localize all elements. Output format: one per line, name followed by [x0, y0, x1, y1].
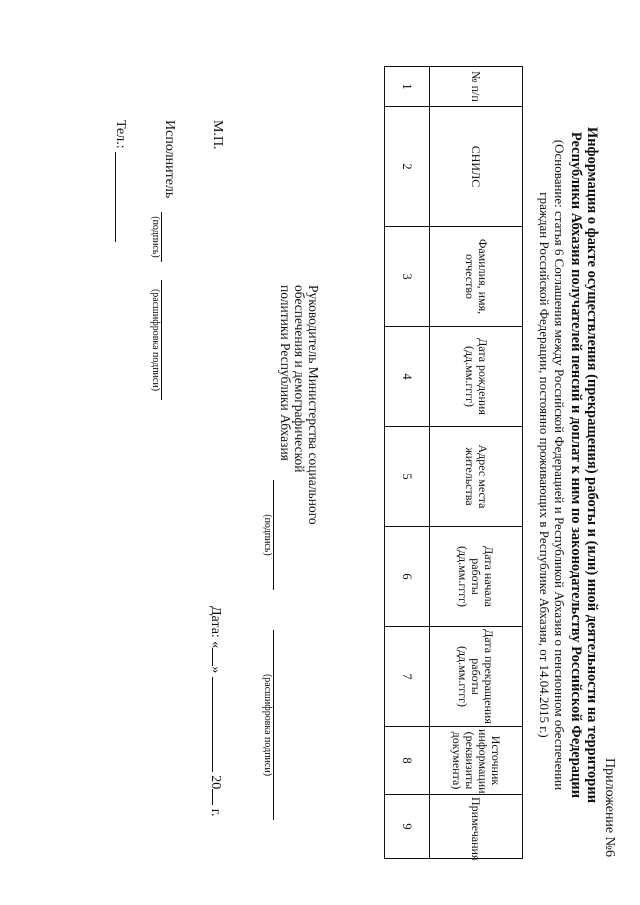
- document-title: [568, 120, 600, 810]
- decoding-line[interactable]: [273, 630, 288, 820]
- appendix-label: Приложение №6: [602, 758, 617, 857]
- basis-line-1: (Основание: статья 6 Соглашения между Российской Федерацией и Республикой Абхазия о пенсионном обеспечении: [552, 139, 567, 791]
- header-cell: Адрес места жительства: [430, 427, 523, 527]
- header-cell: СНИЛС: [430, 107, 523, 227]
- header-cell: Источник информации (реквизиты документа): [430, 727, 523, 795]
- column-number-cell: 6: [385, 527, 430, 627]
- table-number-row: [385, 67, 430, 859]
- column-number-cell: 8: [385, 727, 430, 795]
- column-number-cell: 5: [385, 427, 430, 527]
- day-blank[interactable]: [212, 648, 225, 666]
- header-cell: Примечания: [430, 795, 523, 859]
- signatory-line-3: политики Республики Абхазия: [278, 285, 293, 461]
- executor-signature-caption: (подпись): [150, 216, 161, 258]
- document-basis: [537, 70, 567, 860]
- column-number-cell: 9: [385, 795, 430, 859]
- signature-caption: (подпись): [262, 514, 273, 556]
- date-close-quote: »: [208, 666, 223, 674]
- column-number-cell: 4: [385, 327, 430, 427]
- column-number-cell: 3: [385, 227, 430, 327]
- month-blank[interactable]: [212, 677, 225, 772]
- decoding-caption: (расшифровка подписи): [262, 673, 273, 777]
- header-cell: Дата рождения (дд.мм.гггг): [430, 327, 523, 427]
- column-number-cell: 7: [385, 627, 430, 727]
- header-cell: Фамилия, имя, отчество: [430, 227, 523, 327]
- column-number-cell: 1: [385, 67, 430, 107]
- header-cell: Дата прекращения работы (дд.мм.гггг): [430, 627, 523, 727]
- executor-decoding-line[interactable]: [161, 280, 170, 400]
- year-blank[interactable]: [212, 789, 225, 805]
- header-cell: № п/п: [430, 67, 523, 107]
- signatory-line-1: Руководитель Министерства социального: [306, 285, 321, 525]
- title-line-1: Информация о факте осуществления (прекращения) работы и (или) иной деятельности на территории: [584, 126, 600, 804]
- signatory-signature-field[interactable]: [262, 480, 288, 590]
- basis-line-2: граждан Российской Федерации, постоянно проживающих в Республике Абхазия, от 14.04.2015 г.): [537, 192, 552, 738]
- executor-decoding-field[interactable]: [150, 280, 170, 400]
- table-header-row: [430, 67, 523, 859]
- signature-line[interactable]: [273, 480, 288, 590]
- title-line-2: Республики Абхазия получателей пенсий и доплат к ним по законодательству Российской Федерации: [568, 131, 584, 799]
- executor-signature-line[interactable]: [161, 212, 170, 262]
- executor-decoding-caption: (расшифровка подписи): [150, 288, 161, 392]
- header-cell: Дата начала работы (дд.мм.гггг): [430, 527, 523, 627]
- column-number-cell: 2: [385, 107, 430, 227]
- tel-blank[interactable]: [115, 152, 128, 242]
- info-table: [384, 66, 523, 859]
- executor-label: Исполнитель: [162, 120, 177, 199]
- date-year: 20: [208, 775, 223, 790]
- tel-field: [112, 120, 128, 242]
- tel-label: Тел.:: [113, 120, 128, 149]
- executor-signature-field[interactable]: [150, 212, 170, 262]
- date-year-suffix: г.: [208, 808, 223, 817]
- signatory-line-2: обеспечения и демографической: [292, 285, 307, 473]
- signatory-decoding-field[interactable]: [262, 630, 288, 820]
- date-field: [207, 606, 225, 816]
- stamp-place-label: М.П.: [210, 120, 225, 150]
- date-label: Дата: «: [208, 606, 223, 649]
